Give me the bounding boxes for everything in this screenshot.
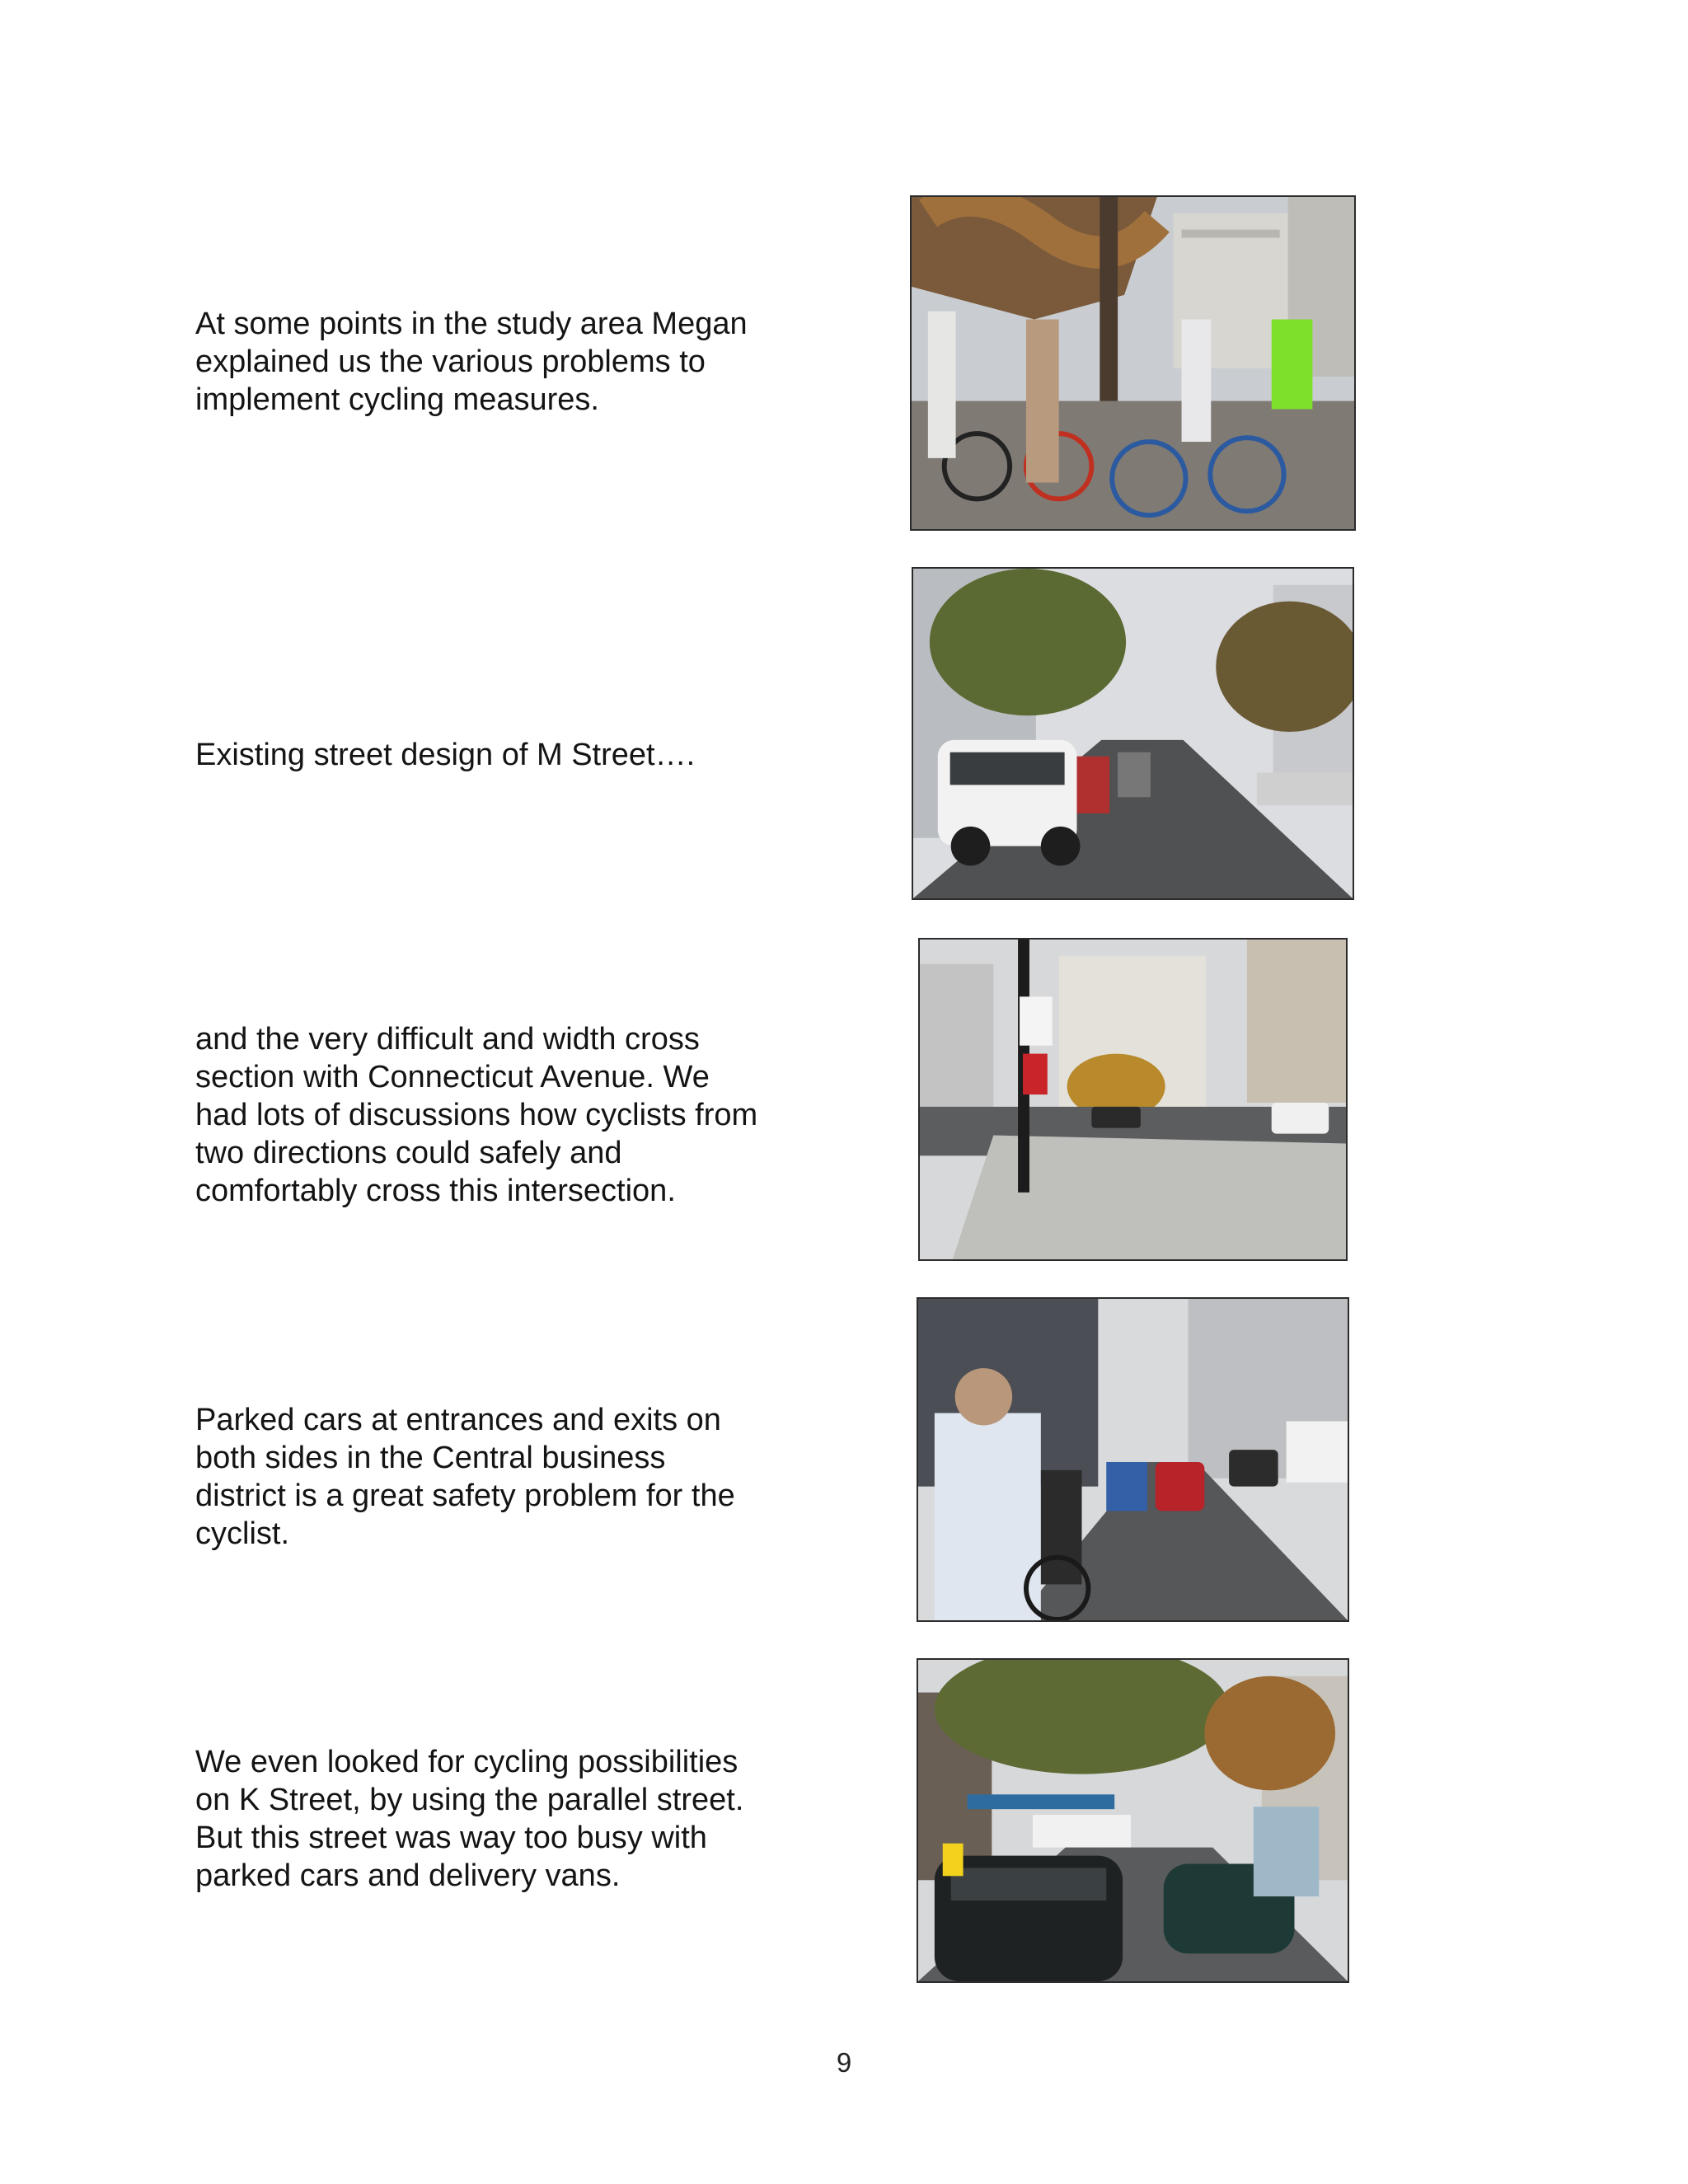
caption-cyclists-group: At some points in the study area Megan explained us the various problems to implement cycling measures. (195, 307, 748, 417)
caption-connecticut-avenue: and the very difficult and width cross section with Connecticut Avenue. We had lots of discussions how cyclists from two directions could safely and comfortably cross this intersection. (195, 1022, 758, 1208)
caption-parked-cars-cbd: Parked cars at entrances and exits on both sides in the Central business district is a great safety problem for the cyclist. (195, 1403, 735, 1551)
page-number: 9 (836, 2047, 852, 2078)
photo-parked-cars-cbd (917, 1297, 1349, 1622)
caption-k-street: We even looked for cycling possibilities on K Street, by using the parallel street. But this street was way too busy with parked cars and delivery vans. (195, 1745, 744, 1893)
photo-m-street (912, 567, 1354, 900)
caption-m-street: Existing street design of M Street…. (195, 738, 696, 772)
photo-k-street (917, 1658, 1349, 1983)
photo-connecticut-avenue (918, 938, 1348, 1261)
photo-cyclists-group (910, 195, 1356, 531)
